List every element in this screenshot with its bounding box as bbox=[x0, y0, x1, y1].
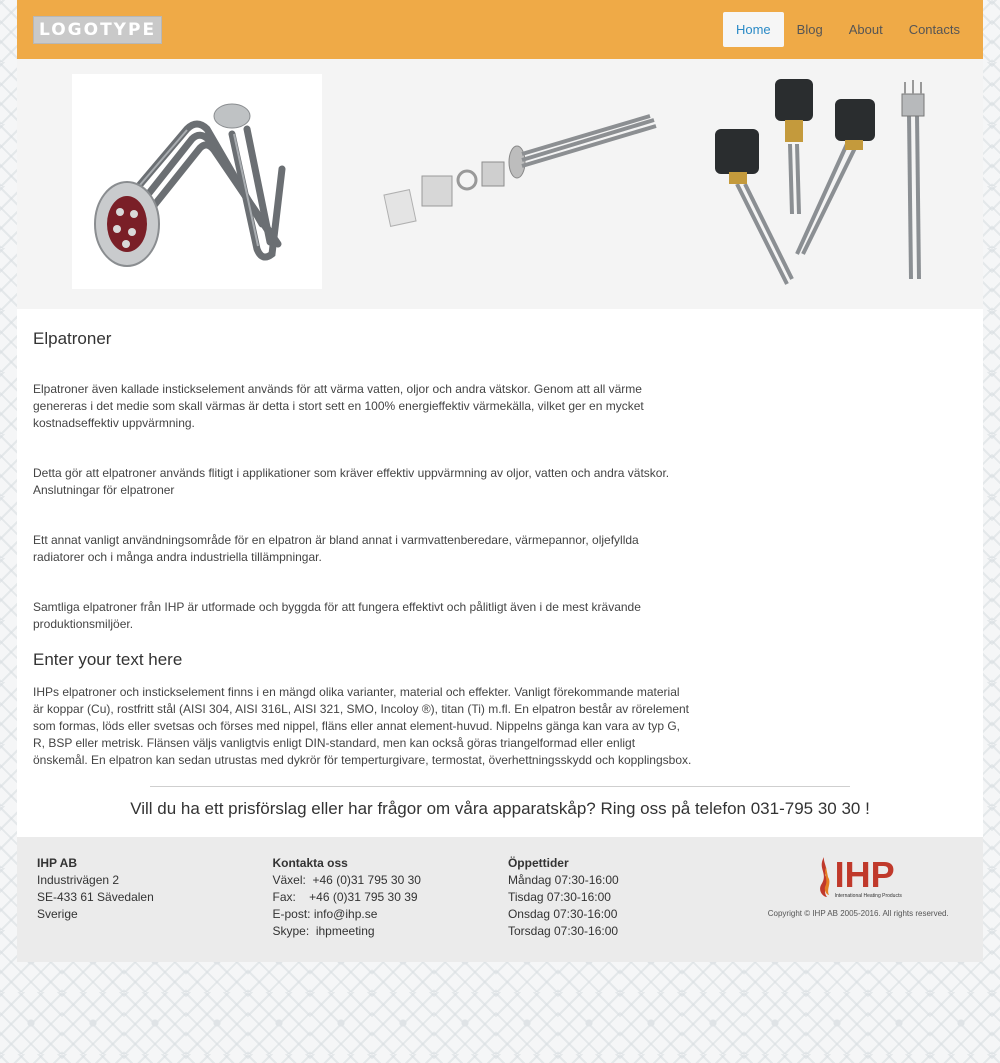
logo-tagline: International Heating Products bbox=[834, 893, 902, 899]
product-photo-flange-heater bbox=[72, 74, 322, 289]
email-link[interactable]: E-post: info@ihp.se bbox=[272, 907, 378, 921]
nav-blog[interactable]: Blog bbox=[796, 22, 823, 37]
hours-line: Tisdag 07:30-16:00 bbox=[507, 890, 611, 904]
company-name: IHP AB bbox=[37, 856, 78, 870]
section-heading-enter-text: Enter your text here bbox=[33, 650, 183, 669]
logo-wordmark: IHP bbox=[834, 854, 895, 895]
paragraph-3: Ett annat vanligt användningsområde för en elpatron är bland annat i varmvattenberedare, värmepannor, oljefyllda radiatorer och i många andra industriella tillämpningar. bbox=[33, 533, 639, 564]
paragraph-4: Samtliga elpatroner från IHP är utformade och byggda för att fungera effektivt och pålitligt även i de mest krävande produktionsmiljöer. bbox=[33, 600, 641, 631]
footer-hours bbox=[508, 855, 743, 962]
address-line: SE-433 61 Sävedalen bbox=[37, 890, 154, 904]
hero-banner bbox=[17, 59, 983, 309]
site-header bbox=[17, 0, 983, 59]
logotype[interactable]: LOGOTYPE bbox=[33, 16, 162, 44]
page-wrapper bbox=[17, 0, 983, 962]
nav-contacts[interactable]: Contacts bbox=[908, 22, 960, 37]
site-footer bbox=[17, 837, 983, 962]
paragraph-1: Elpatroner även kallade instickselement används för att värma vatten, oljor och andra vätskor. Genom att all värme genereras i det medie som skall värmas är detta i stort sett en 100% energieffektiv värmekälla, vilket ger en mycket kostnadseffektiv uppvärmning. bbox=[33, 382, 644, 430]
nav-about[interactable]: About bbox=[848, 22, 883, 37]
address-line: Industrivägen 2 bbox=[37, 873, 120, 887]
hours-line: Onsdag 07:30-16:00 bbox=[507, 907, 618, 921]
paragraph-5: IHPs elpatroner och instickselement finns i en mängd olika varianter, material och effekter. Vanligt förekommande material är koppar (Cu), rostfritt stål (AISI 304, AISI 316L, AISI 321, SMO, Incoloy ®), titan (Ti) m.fl. En elpatron består av rörelement som formas, löds eller svetsas och förses med nippel, fläns eller annat element-huvud. Nippelns gänga kan vara av typ G, R, BSP eller metrisk. Flänsen väljs vanligtvis enligt DIN-standard, men kan också göras triangelformad eller enligt önskemål. En elpatron kan sedan utrustas med dykrör för temperturgivare, termostat, överhettningsskydd och kopplingsbox. bbox=[33, 685, 692, 767]
copyright: Copyright © IHP AB 2005-2016. All rights reserved. bbox=[767, 909, 949, 918]
call-to-action: Vill du ha ett prisförslag eller har frågor om våra apparatskåp? Ring oss på telefon 031-795 30 30 ! bbox=[130, 799, 870, 818]
hours-title: Öppettider bbox=[507, 856, 569, 870]
section-heading-elpatroner: Elpatroner bbox=[33, 329, 112, 348]
hours-line: Torsdag 07:30-16:00 bbox=[507, 924, 619, 938]
main-nav bbox=[723, 12, 973, 47]
hours-line: Måndag 07:30-16:00 bbox=[507, 873, 619, 887]
skype-line: Skype: ihpmeeting bbox=[272, 924, 375, 938]
phone-line: Växel: +46 (0)31 795 30 30 bbox=[272, 873, 421, 887]
footer-contact bbox=[272, 855, 507, 962]
fax-line: Fax: +46 (0)31 795 30 39 bbox=[272, 890, 418, 904]
footer-brand bbox=[753, 855, 963, 962]
contact-title: Kontakta oss bbox=[272, 856, 348, 870]
nav-home[interactable]: Home bbox=[723, 12, 784, 47]
main-content bbox=[17, 309, 983, 837]
flame-icon bbox=[815, 855, 833, 899]
footer-company bbox=[37, 855, 272, 962]
ihp-logo[interactable] bbox=[815, 855, 902, 899]
product-photo-exploded-heater bbox=[382, 114, 662, 244]
product-photo-heater-heads bbox=[697, 74, 947, 289]
paragraph-2: Detta gör att elpatroner används flitigt i applikationer som kräver effektiv uppvärmning av oljor, vatten och andra vätskor. Anslutningar för elpatroner bbox=[33, 466, 670, 497]
address-line: Sverige bbox=[37, 907, 78, 921]
